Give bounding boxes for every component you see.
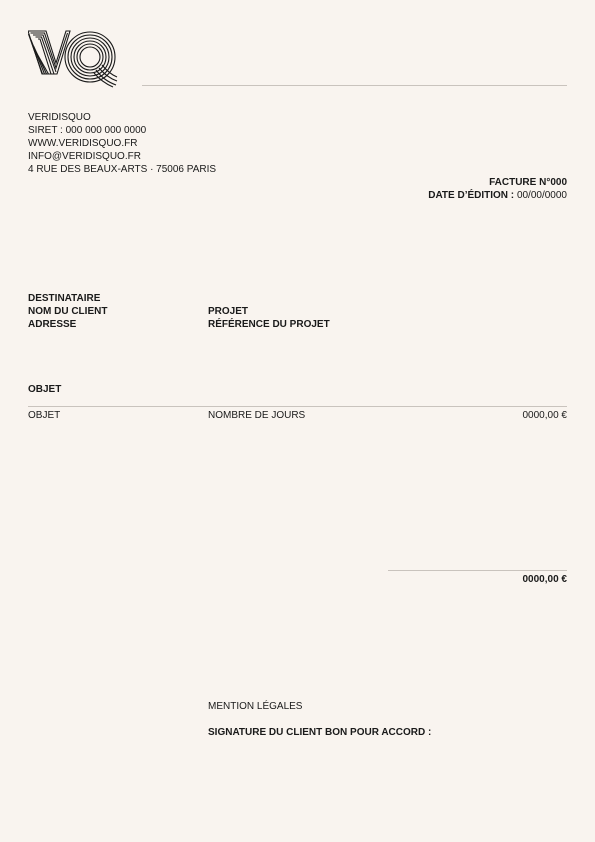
- company-address: 4 RUE DES BEAUX-ARTS · 75006 PARIS: [28, 164, 217, 175]
- invoice-number: FACTURE N°000: [489, 177, 567, 188]
- project-label: PROJET: [208, 306, 249, 317]
- company-name: VERIDISQUO: [28, 112, 91, 123]
- line-item-object: OBJET: [28, 410, 61, 421]
- total-rule: [388, 570, 567, 571]
- company-email: INFO@VERIDISQUO.FR: [28, 151, 141, 162]
- company-siret: SIRET : 000 000 000 0000: [28, 125, 147, 136]
- project-reference: RÉFÉRENCE DU PROJET: [208, 319, 330, 330]
- object-rule: [28, 406, 567, 407]
- client-signature-label: SIGNATURE DU CLIENT BON POUR ACCORD :: [208, 727, 432, 738]
- project-block: [208, 305, 330, 331]
- object-heading: OBJET: [28, 384, 62, 395]
- header-rule: [142, 85, 567, 86]
- recipient-address: ADRESSE: [28, 319, 77, 330]
- line-item-amount: 0000,00 €: [522, 410, 567, 421]
- invoice-date-value: 00/00/0000: [516, 190, 567, 201]
- company-website: WWW.VERIDISQUO.FR: [28, 138, 138, 149]
- veridisquo-logo: [28, 30, 118, 88]
- company-block: [28, 111, 216, 176]
- recipient-heading: DESTINATAIRE: [28, 293, 101, 304]
- invoice-date-label: DATE D’ÉDITION :: [428, 190, 515, 201]
- recipient-block: [28, 292, 107, 331]
- recipient-client-name: NOM DU CLIENT: [28, 306, 108, 317]
- legal-mentions: MENTION LÉGALES: [208, 701, 303, 712]
- total-amount: 0000,00 €: [522, 574, 567, 585]
- line-item-days: NOMBRE DE JOURS: [208, 410, 306, 421]
- invoice-meta: [428, 176, 567, 202]
